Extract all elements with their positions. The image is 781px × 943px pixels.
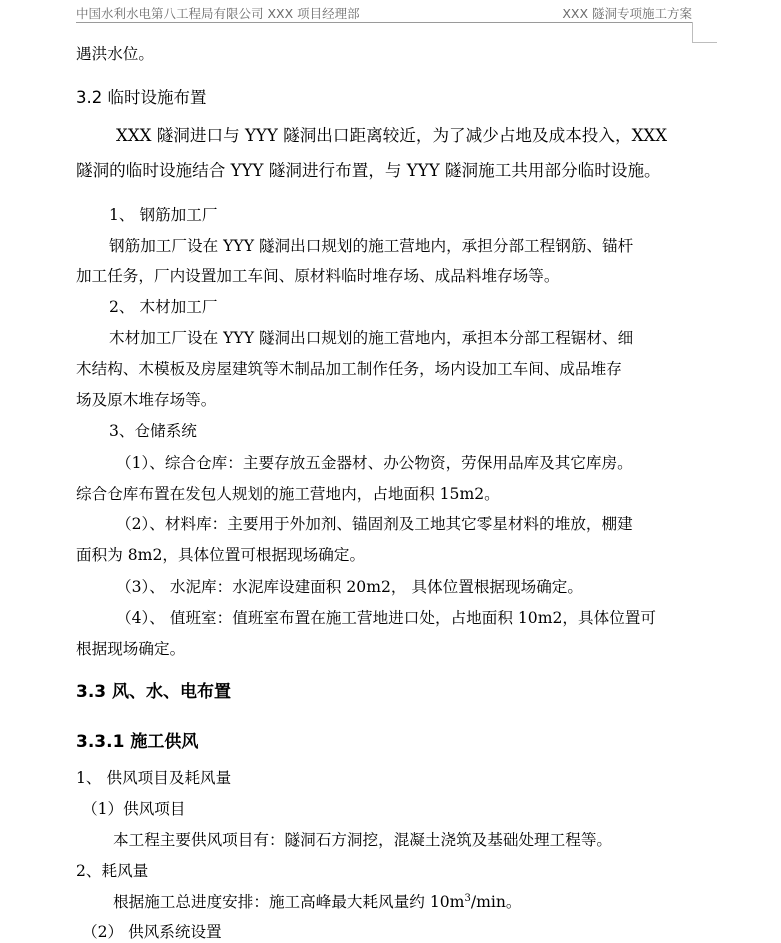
body-line: （4）、 值班室：值班室布置在施工营地进口处，占地面积 10m2，具体位置可 bbox=[116, 609, 656, 627]
header-doc-title: XXX 隧洞专项施工方案 bbox=[562, 6, 692, 21]
body-line: （2）、材料库：主要用于外加剂、锚固剂及工地其它零星材料的堆放，棚建 bbox=[116, 515, 633, 533]
body-line: 综合仓库布置在发包人规划的施工营地内，占地面积 15m2。 bbox=[76, 485, 500, 503]
body-line: 场及原木堆存场等。 bbox=[76, 391, 217, 409]
list-item-title: 2、耗风量 bbox=[76, 862, 149, 880]
body-text: /min。 bbox=[470, 893, 522, 911]
body-line: 加工任务，厂内设置加工车间、原材料临时堆存场、成品料堆存场等。 bbox=[76, 267, 560, 285]
heading-3-3: 3.3 风、水、电布置 bbox=[76, 682, 232, 702]
heading-3-2: 3.2 临时设施布置 bbox=[76, 88, 207, 107]
body-text: 根据施工总进度安排：施工高峰最大耗风量约 10m bbox=[113, 893, 465, 911]
heading-3-3-1: 3.3.1 施工供风 bbox=[76, 732, 199, 752]
list-item-title: 3、仓储系统 bbox=[109, 422, 197, 440]
superscript-cube: 3 bbox=[464, 892, 471, 904]
page-header bbox=[76, 4, 692, 22]
body-line: （1）、综合仓库：主要存放五金器材、办公物资，劳保用品库及其它库房。 bbox=[116, 454, 633, 472]
header-company: 中国水利水电第八工程局有限公司 XXX 项目经理部 bbox=[76, 6, 360, 21]
margin-corner-mark bbox=[692, 22, 717, 43]
body-line: 本工程主要供风项目有：隧洞石方洞挖，混凝土浇筑及基础处理工程等。 bbox=[113, 831, 613, 849]
list-item-title: 1、 钢筋加工厂 bbox=[109, 206, 218, 224]
body-line bbox=[113, 892, 522, 912]
sub-item-title: （2） 供风系统设置 bbox=[82, 923, 222, 941]
body-line: 隧洞的临时设施结合 YYY 隧洞进行布置，与 YYY 隧洞施工共用部分临时设施。 bbox=[76, 161, 661, 180]
body-line: （3）、 水泥库：水泥库设建面积 20m2， 具体位置根据现场确定。 bbox=[116, 578, 583, 596]
list-item-title: 2、 木材加工厂 bbox=[109, 298, 218, 316]
body-line: 根据现场确定。 bbox=[76, 640, 186, 658]
sub-item-title: （1）供风项目 bbox=[82, 800, 186, 818]
body-line: 木结构、木模板及房屋建筑等木制品加工制作任务，场内设加工车间、成品堆存 bbox=[76, 360, 622, 378]
body-line: XXX 隧洞进口与 YYY 隧洞出口距离较近，为了减少占地及成本投入，XXX bbox=[116, 126, 668, 145]
body-line: 面积为 8m2，具体位置可根据现场确定。 bbox=[76, 546, 366, 564]
list-item-title: 1、 供风项目及耗风量 bbox=[76, 769, 232, 787]
body-line: 木材加工厂设在 YYY 隧洞出口规划的施工营地内，承担本分部工程锯材、细 bbox=[109, 329, 634, 347]
body-line: 钢筋加工厂设在 YYY 隧洞出口规划的施工营地内，承担分部工程钢筋、锚杆 bbox=[109, 237, 634, 255]
header-rule bbox=[76, 22, 692, 23]
body-line: 遇洪水位。 bbox=[76, 45, 154, 63]
